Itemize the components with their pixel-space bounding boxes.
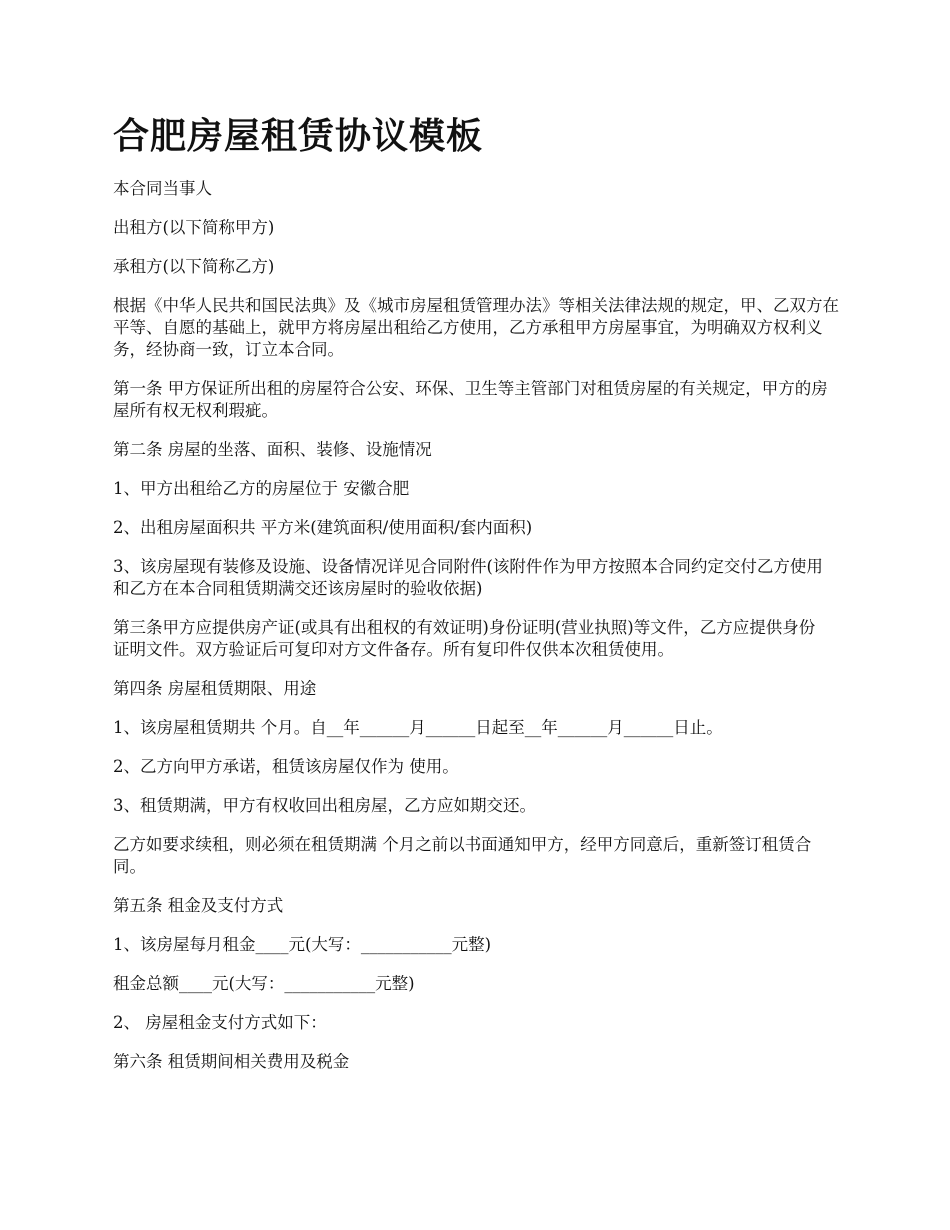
paragraph-article-5-item-2: 2、 房屋租金支付方式如下： — [113, 1013, 327, 1032]
paragraph-article-6-heading: 第六条 租赁期间相关费用及税金 — [113, 1052, 350, 1071]
document-title: 合肥房屋租赁协议模板 — [113, 115, 484, 157]
paragraph-article-2-item-1: 1、甲方出租给乙方的房屋位于 安徽合肥 — [113, 479, 410, 498]
paragraph-article-4-item-1: 1、该房屋租赁期共 个月。自__年______月______日起至__年______月______日止。 — [113, 718, 723, 737]
paragraph-lessee: 承租方(以下简称乙方) — [113, 257, 275, 276]
paragraph-article-2-item-2: 2、出租房屋面积共 平方米(建筑面积/使用面积/套内面积) — [113, 518, 533, 537]
document-page — [113, 108, 843, 1090]
paragraph-parties: 本合同当事人 — [113, 179, 212, 198]
paragraph-article-1: 第一条 甲方保证所出租的房屋符合公安、环保、卫生等主管部门对租赁房屋的有关规定，甲方的房屋所有权无权利瑕疵。 — [113, 379, 828, 420]
paragraph-lessor: 出租方(以下简称甲方) — [113, 218, 275, 237]
paragraph-article-5-item-1: 1、该房屋每月租金____元(大写：___________元整) — [113, 935, 492, 954]
paragraph-article-2-heading: 第二条 房屋的坐落、面积、装修、设施情况 — [113, 440, 432, 459]
paragraph-article-4-item-3: 3、租赁期满，甲方有权收回出租房屋，乙方应如期交还。 — [113, 796, 536, 815]
paragraph-article-4-heading: 第四条 房屋租赁期限、用途 — [113, 679, 317, 698]
paragraph-article-5-heading: 第五条 租金及支付方式 — [113, 896, 284, 915]
paragraph-total-rent: 租金总额____元(大写：___________元整) — [113, 974, 415, 993]
paragraph-article-4-item-2: 2、乙方向甲方承诺，租赁该房屋仅作为 使用。 — [113, 757, 459, 776]
paragraph-article-2-item-3: 3、该房屋现有装修及设施、设备情况详见合同附件(该附件作为甲方按照本合同约定交付乙方使用和乙方在本合同租赁期满交还该房屋时的验收依据) — [113, 557, 823, 598]
paragraph-preamble: 根据《中华人民共和国民法典》及《城市房屋租赁管理办法》等相关法律法规的规定，甲、乙双方在平等、自愿的基础上，就甲方将房屋出租给乙方使用，乙方承租甲方房屋事宜，为明确双方权利义务，经协商一致，订立本合同。 — [113, 296, 839, 359]
paragraph-renewal: 乙方如要求续租，则必须在租赁期满 个月之前以书面通知甲方，经甲方同意后，重新签订租赁合同。 — [113, 835, 812, 876]
paragraph-article-3: 第三条甲方应提供房产证(或具有出租权的有效证明)身份证明(营业执照)等文件，乙方应提供身份证明文件。双方验证后可复印对方文件备存。所有复印件仅供本次租赁使用。 — [113, 618, 816, 659]
